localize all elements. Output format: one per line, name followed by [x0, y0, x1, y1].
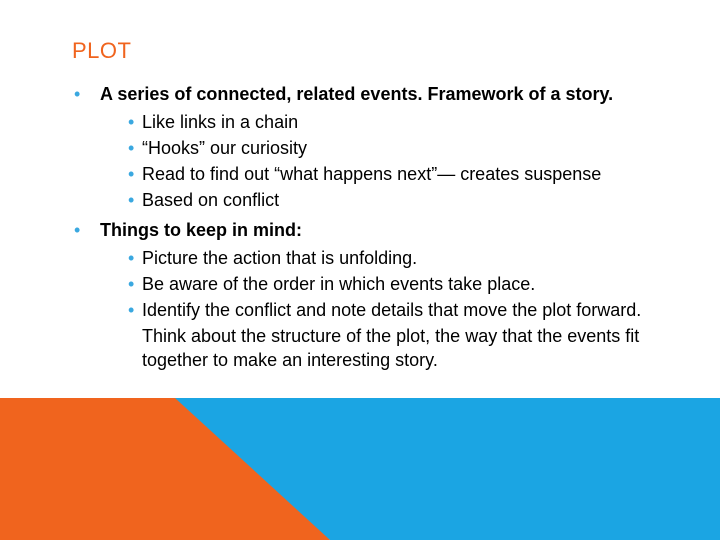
sub-bullet-text: Based on conflict — [142, 190, 280, 210]
sub-bullet — [72, 324, 682, 372]
sub-bullet-icon: • — [128, 138, 135, 158]
sub-bullet-text: “Hooks” our curiosity — [142, 138, 308, 158]
sub-bullet-icon: • — [128, 190, 135, 210]
sub-bullet-text: Picture the action that is unfolding. — [142, 248, 418, 268]
sub-bullet-text: Read to find out “what happens next”— creates suspense — [142, 164, 602, 184]
sub-bullet — [72, 110, 682, 134]
bullet-icon: • — [74, 220, 81, 240]
sub-bullet — [72, 162, 682, 186]
sub-bullet-text: Identify the conflict and note details that move the plot forward. — [142, 300, 642, 320]
sub-bullet-icon: • — [128, 300, 135, 320]
bullet-point-1 — [72, 82, 682, 106]
sub-bullet — [72, 246, 682, 270]
sub-bullet-icon: • — [128, 248, 135, 268]
bullet-point-2 — [72, 218, 682, 242]
slide-title: PLOT — [72, 38, 132, 63]
bullet-text: A series of connected, related events. Framework of a story. — [100, 84, 614, 104]
sub-bullet-icon: • — [128, 112, 135, 132]
sub-bullet — [72, 188, 682, 212]
sub-bullet-text: Like links in a chain — [142, 112, 299, 132]
sub-bullet — [72, 136, 682, 160]
sub-bullet-icon: • — [128, 274, 135, 294]
slide-body — [72, 82, 682, 374]
sub-bullet — [72, 298, 682, 322]
sub-bullet-icon: • — [128, 164, 135, 184]
bullet-icon: • — [74, 84, 81, 104]
sub-bullet-text: Think about the structure of the plot, the way that the events fit together to make an interesting story. — [142, 326, 640, 370]
sub-bullet-text: Be aware of the order in which events take place. — [142, 274, 536, 294]
sub-bullet — [72, 272, 682, 296]
bullet-text: Things to keep in mind: — [100, 220, 302, 240]
